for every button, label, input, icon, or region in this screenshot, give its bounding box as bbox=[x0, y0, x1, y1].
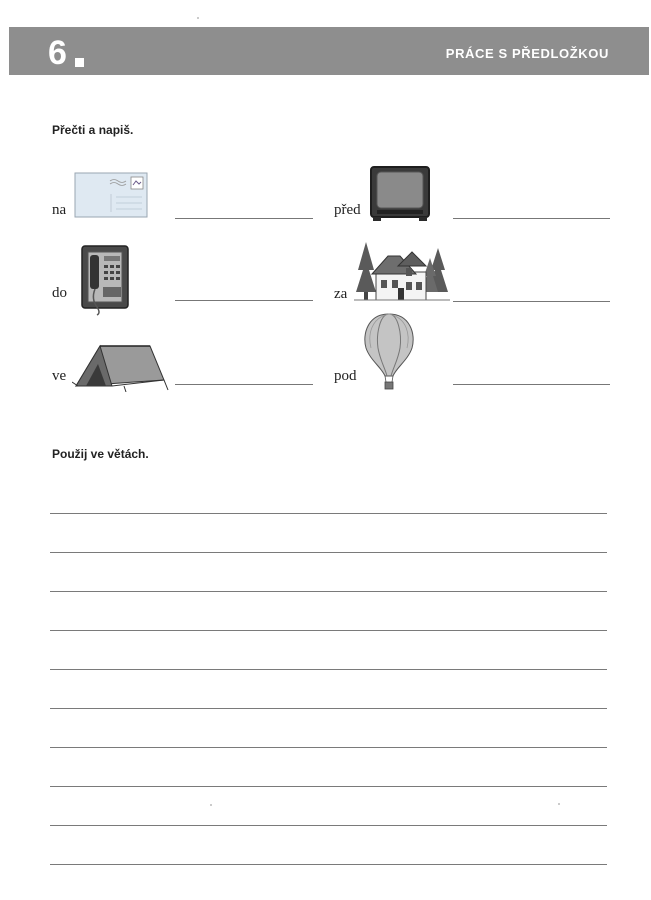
word-do: do bbox=[52, 285, 67, 301]
answer-blank-do[interactable] bbox=[175, 300, 313, 301]
house-with-trees-icon bbox=[354, 240, 450, 304]
answer-blank-pred[interactable] bbox=[453, 218, 610, 219]
exercise1-instruction: Přečti a napiš. bbox=[52, 123, 134, 137]
phone-booth-icon bbox=[79, 243, 131, 317]
lesson-number-dot bbox=[75, 58, 84, 67]
writing-line[interactable] bbox=[50, 513, 607, 514]
answer-blank-za[interactable] bbox=[453, 301, 610, 302]
word-pred: před bbox=[334, 202, 361, 218]
scan-speck bbox=[197, 17, 199, 19]
word-ve: ve bbox=[52, 368, 67, 384]
scan-speck bbox=[210, 804, 212, 806]
writing-line[interactable] bbox=[50, 825, 607, 826]
scan-speck bbox=[558, 803, 560, 805]
answer-blank-ve[interactable] bbox=[175, 384, 313, 385]
answer-blank-pod[interactable] bbox=[453, 384, 610, 385]
word-pod: pod bbox=[334, 368, 357, 384]
writing-line[interactable] bbox=[50, 591, 607, 592]
tent-icon bbox=[72, 340, 170, 392]
hot-air-balloon-icon bbox=[360, 312, 418, 392]
television-icon bbox=[369, 165, 431, 222]
writing-line[interactable] bbox=[50, 864, 607, 865]
word-za: za bbox=[334, 286, 348, 302]
writing-line[interactable] bbox=[50, 786, 607, 787]
writing-line[interactable] bbox=[50, 552, 607, 553]
answer-blank-na[interactable] bbox=[175, 218, 313, 219]
exercise2-instruction: Použij ve větách. bbox=[52, 447, 149, 461]
lesson-number: 6 bbox=[48, 34, 67, 72]
word-na: na bbox=[52, 202, 67, 218]
writing-line[interactable] bbox=[50, 747, 607, 748]
postcard-icon bbox=[74, 172, 148, 218]
page-title: PRÁCE S PŘEDLOŽKOU bbox=[445, 46, 609, 61]
writing-line[interactable] bbox=[50, 669, 607, 670]
writing-line[interactable] bbox=[50, 630, 607, 631]
writing-line[interactable] bbox=[50, 708, 607, 709]
